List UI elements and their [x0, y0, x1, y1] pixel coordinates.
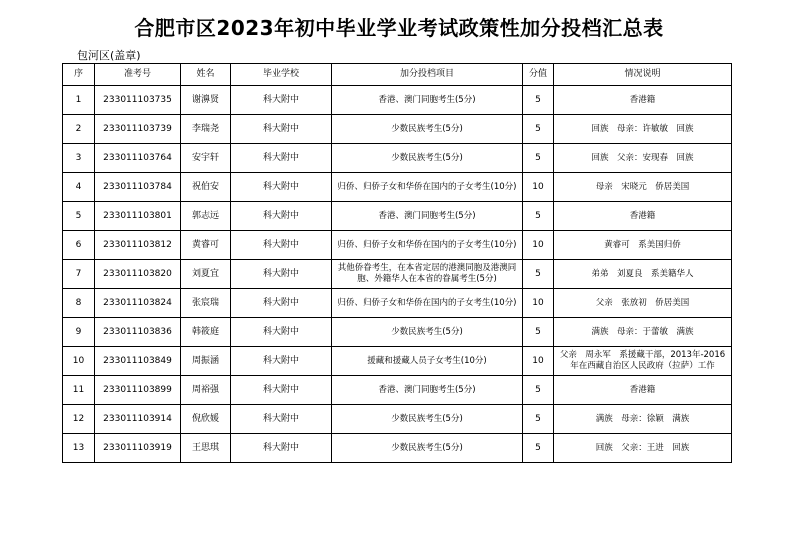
cell-no: 2	[63, 115, 95, 144]
cell-exam-id: 233011103739	[95, 115, 181, 144]
col-header-no: 序	[63, 64, 95, 86]
table-row	[63, 115, 732, 144]
cell-school: 科大附中	[231, 289, 332, 318]
cell-project: 归侨、归侨子女和华侨在国内的子女考生(10分)	[332, 173, 523, 202]
cell-score: 5	[523, 376, 554, 405]
cell-name: 安宇轩	[181, 144, 231, 173]
district-stamp-label: 包河区(盖章)	[77, 49, 141, 62]
table-row	[63, 434, 732, 463]
cell-score: 5	[523, 202, 554, 231]
cell-no: 4	[63, 173, 95, 202]
col-header-name: 姓名	[181, 64, 231, 86]
cell-exam-id: 233011103801	[95, 202, 181, 231]
table-row	[63, 86, 732, 115]
cell-score: 5	[523, 260, 554, 289]
cell-project: 少数民族考生(5分)	[332, 115, 523, 144]
cell-exam-id: 233011103735	[95, 86, 181, 115]
cell-school: 科大附中	[231, 347, 332, 376]
cell-school: 科大附中	[231, 434, 332, 463]
cell-score: 5	[523, 434, 554, 463]
table-row	[63, 405, 732, 434]
cell-project: 少数民族考生(5分)	[332, 318, 523, 347]
cell-no: 1	[63, 86, 95, 115]
cell-school: 科大附中	[231, 405, 332, 434]
cell-exam-id: 233011103784	[95, 173, 181, 202]
cell-note: 香港籍	[554, 202, 732, 231]
cell-exam-id: 233011103899	[95, 376, 181, 405]
cell-school: 科大附中	[231, 260, 332, 289]
cell-exam-id: 233011103849	[95, 347, 181, 376]
cell-score: 10	[523, 231, 554, 260]
cell-score: 5	[523, 115, 554, 144]
cell-name: 倪欣媛	[181, 405, 231, 434]
table-body	[63, 86, 732, 463]
cell-no: 5	[63, 202, 95, 231]
page-title: 合肥市区2023年初中毕业学业考试政策性加分投档汇总表	[134, 16, 664, 40]
cell-note: 黄睿可 系美国归侨	[554, 231, 732, 260]
cell-score: 5	[523, 318, 554, 347]
cell-no: 12	[63, 405, 95, 434]
cell-note: 父亲 周永军 系援藏干部，2013年-2016年在西藏自治区人民政府（拉萨）工作	[554, 347, 732, 376]
table-row	[63, 231, 732, 260]
table-row	[63, 144, 732, 173]
cell-score: 5	[523, 405, 554, 434]
cell-score: 10	[523, 289, 554, 318]
cell-note: 回族 母亲：许敏敏 回族	[554, 115, 732, 144]
col-header-score: 分值	[523, 64, 554, 86]
cell-no: 6	[63, 231, 95, 260]
cell-school: 科大附中	[231, 115, 332, 144]
cell-note: 香港籍	[554, 376, 732, 405]
cell-exam-id: 233011103824	[95, 289, 181, 318]
cell-project: 香港、澳门同胞考生(5分)	[332, 376, 523, 405]
cell-project: 少数民族考生(5分)	[332, 405, 523, 434]
cell-exam-id: 233011103919	[95, 434, 181, 463]
cell-note: 母亲 宋晓元 侨居美国	[554, 173, 732, 202]
cell-note: 父亲 张放初 侨居美国	[554, 289, 732, 318]
cell-exam-id: 233011103812	[95, 231, 181, 260]
table-row	[63, 347, 732, 376]
cell-project: 香港、澳门同胞考生(5分)	[332, 202, 523, 231]
cell-exam-id: 233011103764	[95, 144, 181, 173]
cell-score: 10	[523, 347, 554, 376]
cell-name: 周裕强	[181, 376, 231, 405]
cell-no: 9	[63, 318, 95, 347]
cell-score: 5	[523, 144, 554, 173]
bonus-points-table	[62, 63, 732, 463]
cell-name: 祝伯安	[181, 173, 231, 202]
cell-note: 回族 父亲：王进 回族	[554, 434, 732, 463]
cell-note: 香港籍	[554, 86, 732, 115]
cell-note: 满族 母亲：于蕾敏 满族	[554, 318, 732, 347]
col-header-school: 毕业学校	[231, 64, 332, 86]
cell-school: 科大附中	[231, 202, 332, 231]
cell-name: 李瑞尧	[181, 115, 231, 144]
cell-name: 黄睿可	[181, 231, 231, 260]
cell-note: 满族 母亲：徐颖 满族	[554, 405, 732, 434]
cell-no: 3	[63, 144, 95, 173]
cell-project: 其他侨眷考生，在本省定居的港澳同胞及港澳同胞、外籍华人在本省的眷属考生(5分)	[332, 260, 523, 289]
cell-school: 科大附中	[231, 376, 332, 405]
cell-no: 8	[63, 289, 95, 318]
cell-name: 张宸瑞	[181, 289, 231, 318]
cell-project: 归侨、归侨子女和华侨在国内的子女考生(10分)	[332, 289, 523, 318]
col-header-project: 加分投档项目	[332, 64, 523, 86]
cell-exam-id: 233011103820	[95, 260, 181, 289]
cell-school: 科大附中	[231, 86, 332, 115]
col-header-exam-id: 准考号	[95, 64, 181, 86]
cell-project: 香港、澳门同胞考生(5分)	[332, 86, 523, 115]
cell-name: 谢濞贤	[181, 86, 231, 115]
cell-name: 刘夏宜	[181, 260, 231, 289]
col-header-note: 情况说明	[554, 64, 732, 86]
cell-no: 13	[63, 434, 95, 463]
table-row	[63, 173, 732, 202]
cell-project: 少数民族考生(5分)	[332, 434, 523, 463]
cell-note: 回族 父亲：安现春 回族	[554, 144, 732, 173]
cell-project: 少数民族考生(5分)	[332, 144, 523, 173]
cell-project: 援藏和援藏人员子女考生(10分)	[332, 347, 523, 376]
cell-note: 弟弟 刘夏良 系美籍华人	[554, 260, 732, 289]
cell-score: 5	[523, 86, 554, 115]
table-header-row	[63, 64, 732, 86]
table-row	[63, 376, 732, 405]
cell-score: 10	[523, 173, 554, 202]
cell-name: 郭志远	[181, 202, 231, 231]
cell-exam-id: 233011103836	[95, 318, 181, 347]
cell-school: 科大附中	[231, 173, 332, 202]
cell-name: 王思琪	[181, 434, 231, 463]
cell-no: 7	[63, 260, 95, 289]
cell-name: 韩筱庭	[181, 318, 231, 347]
cell-school: 科大附中	[231, 144, 332, 173]
table-row	[63, 289, 732, 318]
cell-project: 归侨、归侨子女和华侨在国内的子女考生(10分)	[332, 231, 523, 260]
table-row	[63, 318, 732, 347]
cell-exam-id: 233011103914	[95, 405, 181, 434]
cell-no: 10	[63, 347, 95, 376]
table-row	[63, 202, 732, 231]
cell-school: 科大附中	[231, 318, 332, 347]
table-row	[63, 260, 732, 289]
cell-school: 科大附中	[231, 231, 332, 260]
cell-name: 周振涵	[181, 347, 231, 376]
cell-no: 11	[63, 376, 95, 405]
